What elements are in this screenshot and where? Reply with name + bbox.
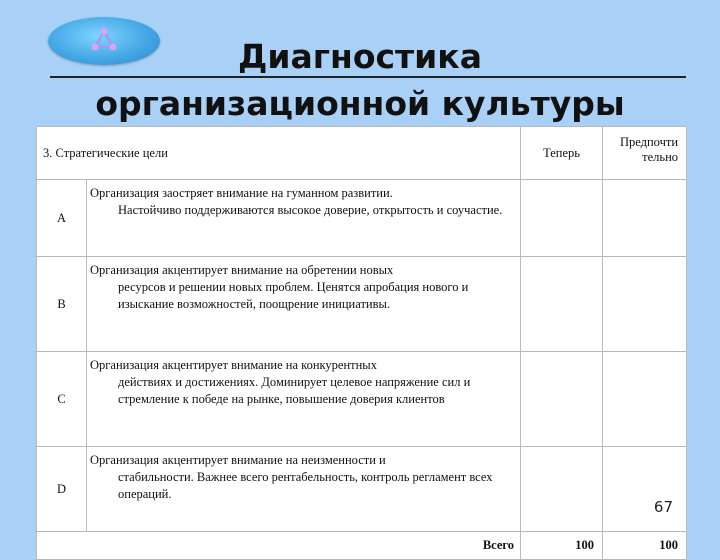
- row-description-rest: действиях и достижениях. Доминирует целевое напряжение сил и стремление к победе на рынке, повышение доверия клиентов: [118, 375, 471, 406]
- row-description: [87, 180, 521, 257]
- row-description-first: Организация заостряет внимание на гуманном развитии.: [90, 186, 393, 200]
- row-letter: B: [37, 257, 87, 352]
- total-row: [37, 532, 687, 560]
- title-divider: [50, 76, 686, 78]
- header-preferred-line1: Предпочти: [619, 135, 679, 149]
- page-title-line1: Диагностика: [238, 37, 482, 76]
- row-letter: D: [37, 447, 87, 532]
- now-input-cell[interactable]: [521, 447, 603, 532]
- row-description-rest: ресурсов и решении новых проблем. Ценятся апробация нового и изыскание возможностей, поощрение инициативы.: [118, 280, 469, 311]
- row-description-first: Организация акцентирует внимание на неизменности и: [90, 453, 386, 467]
- preferred-input-cell[interactable]: [603, 257, 687, 352]
- total-now: 100: [521, 532, 603, 560]
- now-input-cell[interactable]: [521, 180, 603, 257]
- row-description: [87, 352, 521, 447]
- header-now: Теперь: [521, 127, 603, 180]
- preferred-input-cell[interactable]: [603, 180, 687, 257]
- header-preferred: [603, 127, 687, 180]
- table-row: [37, 257, 687, 352]
- row-description-first: Организация акцентирует внимание на обретении новых: [90, 263, 394, 277]
- now-input-cell[interactable]: [521, 257, 603, 352]
- total-preferred: 100: [603, 532, 687, 560]
- row-description: [87, 257, 521, 352]
- table-row: [37, 352, 687, 447]
- page-title-line2: организационной культуры: [95, 84, 625, 123]
- header-preferred-line2: тельно: [642, 150, 679, 164]
- strategic-goals-table: [36, 126, 687, 560]
- table-header-row: [37, 127, 687, 180]
- row-letter: C: [37, 352, 87, 447]
- preferred-input-cell[interactable]: [603, 447, 687, 532]
- row-description-rest: Настойчиво поддерживаются высокое доверие, открытость и соучастие.: [118, 203, 503, 217]
- row-description: [87, 447, 521, 532]
- preferred-input-cell[interactable]: [603, 352, 687, 447]
- now-input-cell[interactable]: [521, 352, 603, 447]
- row-description-first: Организация акцентирует внимание на конкурентных: [90, 358, 377, 372]
- page-number: 67: [653, 498, 673, 516]
- total-label: Всего: [37, 532, 521, 560]
- row-letter: A: [37, 180, 87, 257]
- table-row: [37, 180, 687, 257]
- row-description-rest: стабильности. Важнее всего рентабельность, контроль регламент всех операций.: [118, 470, 493, 501]
- table-row: [37, 447, 687, 532]
- header-goals: 3. Стратегические цели: [37, 127, 521, 180]
